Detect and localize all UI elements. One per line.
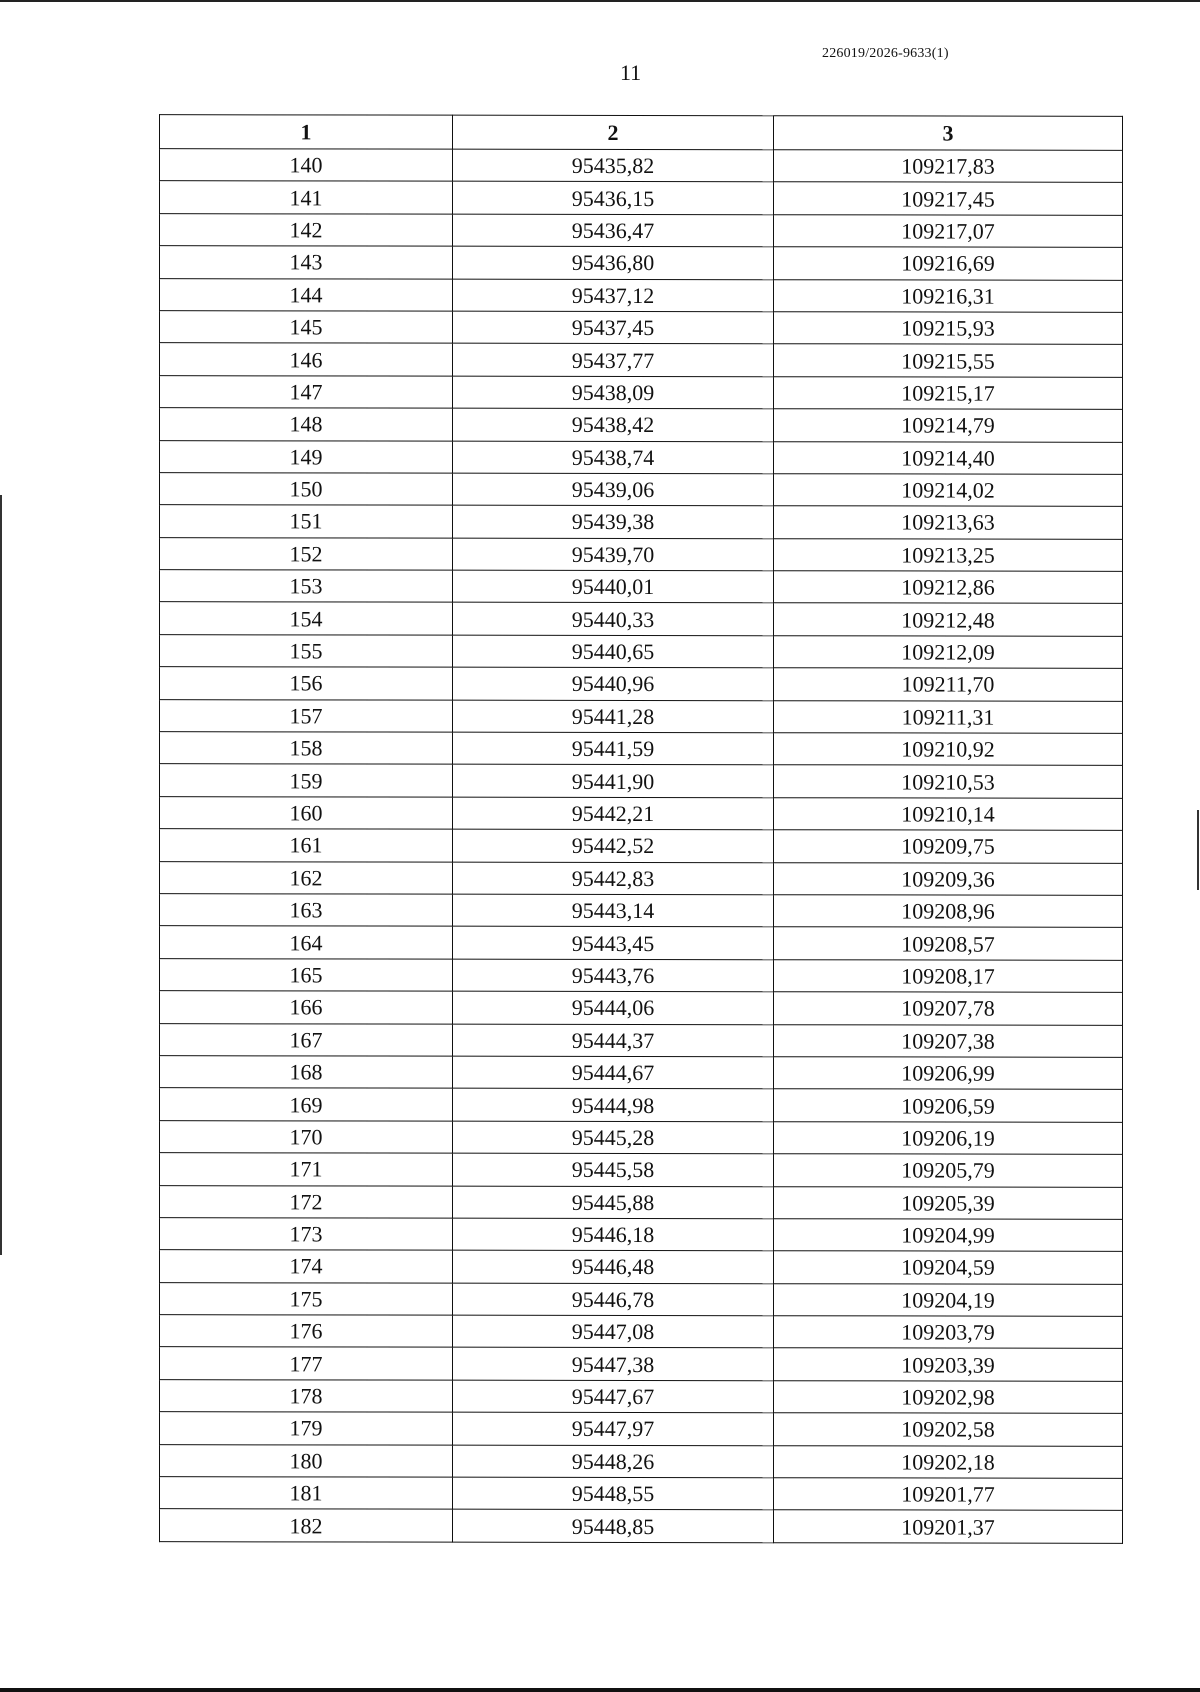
table-cell-col3: 109217,83 xyxy=(774,150,1123,183)
table-cell-col2: 95437,45 xyxy=(453,311,774,344)
table-header-row xyxy=(160,115,1123,151)
table-cell-col1: 156 xyxy=(160,667,453,700)
table-cell-col3: 109216,31 xyxy=(774,279,1123,312)
table-cell-col3: 109207,78 xyxy=(774,992,1123,1025)
table-cell-col2: 95443,76 xyxy=(453,959,774,992)
table-cell-col2: 95441,90 xyxy=(453,765,774,798)
table-row xyxy=(160,1282,1123,1316)
table-cell-col3: 109201,37 xyxy=(774,1510,1123,1543)
table-cell-col1: 167 xyxy=(160,1023,453,1056)
table-cell-col3: 109208,57 xyxy=(774,927,1123,960)
document-number: 226019/2026-9633(1) xyxy=(822,46,949,61)
table-cell-col2: 95447,67 xyxy=(453,1380,774,1413)
table-cell-col2: 95436,47 xyxy=(453,214,774,247)
table-cell-col2: 95437,12 xyxy=(453,279,774,312)
table-cell-col1: 179 xyxy=(160,1412,453,1445)
table-row xyxy=(160,278,1123,312)
table-row xyxy=(160,570,1123,604)
table-cell-col3: 109215,93 xyxy=(774,312,1123,345)
table-cell-col1: 145 xyxy=(160,311,453,344)
table-cell-col1: 171 xyxy=(160,1153,453,1186)
table-cell-col3: 109217,45 xyxy=(774,182,1123,215)
table-cell-col3: 109208,17 xyxy=(774,959,1123,992)
table-cell-col1: 161 xyxy=(160,829,453,862)
table-row xyxy=(160,732,1123,766)
table-row xyxy=(160,375,1123,409)
coordinates-table-container xyxy=(159,114,1122,1543)
table-body xyxy=(160,149,1123,1543)
table-cell-col1: 142 xyxy=(160,213,453,246)
table-cell-col1: 152 xyxy=(160,537,453,570)
table-row xyxy=(160,926,1123,960)
table-cell-col3: 109209,36 xyxy=(774,862,1123,895)
table-cell-col1: 140 xyxy=(160,149,453,182)
table-cell-col3: 109215,55 xyxy=(774,344,1123,377)
table-cell-col2: 95445,88 xyxy=(453,1186,774,1219)
table-cell-col2: 95440,01 xyxy=(453,570,774,603)
table-cell-col2: 95436,15 xyxy=(453,182,774,215)
table-cell-col1: 174 xyxy=(160,1250,453,1283)
table-cell-col3: 109214,02 xyxy=(774,474,1123,507)
table-cell-col1: 178 xyxy=(160,1380,453,1413)
table-row xyxy=(160,829,1123,863)
table-cell-col3: 109202,18 xyxy=(774,1445,1123,1478)
table-cell-col1: 173 xyxy=(160,1218,453,1251)
table-row xyxy=(160,440,1123,474)
table-cell-col1: 168 xyxy=(160,1056,453,1089)
table-cell-col3: 109206,19 xyxy=(774,1121,1123,1154)
table-row xyxy=(160,1250,1123,1284)
table-cell-col2: 95440,65 xyxy=(453,635,774,668)
table-cell-col2: 95444,67 xyxy=(453,1056,774,1089)
table-cell-col1: 166 xyxy=(160,991,453,1024)
table-cell-col1: 143 xyxy=(160,246,453,279)
table-cell-col3: 109205,39 xyxy=(774,1186,1123,1219)
table-cell-col2: 95438,09 xyxy=(453,376,774,409)
table-cell-col1: 147 xyxy=(160,375,453,408)
table-row xyxy=(160,1380,1123,1414)
table-cell-col1: 163 xyxy=(160,894,453,927)
page-number: 11 xyxy=(620,60,642,85)
table-cell-col2: 95440,96 xyxy=(453,667,774,700)
table-cell-col3: 109214,40 xyxy=(774,441,1123,474)
table-row xyxy=(160,1120,1123,1154)
table-row xyxy=(160,1412,1123,1446)
table-cell-col3: 109212,48 xyxy=(774,603,1123,636)
table-cell-col2: 95439,06 xyxy=(453,473,774,506)
table-cell-col1: 181 xyxy=(160,1477,453,1510)
table-cell-col2: 95442,83 xyxy=(453,862,774,895)
table-cell-col3: 109215,17 xyxy=(774,376,1123,409)
coordinates-table xyxy=(159,114,1123,1543)
table-row xyxy=(160,1185,1123,1219)
table-row xyxy=(160,1347,1123,1381)
table-row xyxy=(160,991,1123,1025)
table-row xyxy=(160,343,1123,377)
table-cell-col2: 95447,97 xyxy=(453,1412,774,1445)
table-row xyxy=(160,408,1123,442)
table-row xyxy=(160,958,1123,992)
table-cell-col3: 109203,79 xyxy=(774,1316,1123,1349)
column-header-3: 3 xyxy=(774,116,1123,151)
table-cell-col3: 109212,86 xyxy=(774,571,1123,604)
table-row xyxy=(160,213,1123,247)
table-cell-col1: 164 xyxy=(160,926,453,959)
table-cell-col2: 95444,98 xyxy=(453,1089,774,1122)
table-cell-col3: 109212,09 xyxy=(774,636,1123,669)
table-row xyxy=(160,1509,1123,1543)
table-cell-col1: 159 xyxy=(160,764,453,797)
table-cell-col2: 95448,55 xyxy=(453,1477,774,1510)
table-cell-col2: 95436,80 xyxy=(453,246,774,279)
table-row xyxy=(160,473,1123,507)
table-cell-col1: 157 xyxy=(160,699,453,732)
table-cell-col2: 95446,48 xyxy=(453,1250,774,1283)
table-row xyxy=(160,1153,1123,1187)
table-cell-col2: 95435,82 xyxy=(453,149,774,182)
table-cell-col3: 109206,99 xyxy=(774,1057,1123,1090)
table-cell-col2: 95448,85 xyxy=(453,1510,774,1543)
table-cell-col1: 146 xyxy=(160,343,453,376)
table-row xyxy=(160,667,1123,701)
table-cell-col2: 95445,28 xyxy=(453,1121,774,1154)
table-row xyxy=(160,537,1123,571)
table-row xyxy=(160,149,1123,183)
table-cell-col1: 180 xyxy=(160,1444,453,1477)
table-cell-col2: 95443,14 xyxy=(453,894,774,927)
table-cell-col2: 95438,42 xyxy=(453,408,774,441)
table-cell-col1: 175 xyxy=(160,1282,453,1315)
right-scan-edge xyxy=(1197,810,1199,890)
table-row xyxy=(160,1218,1123,1252)
table-cell-col2: 95443,45 xyxy=(453,927,774,960)
table-cell-col1: 155 xyxy=(160,635,453,668)
table-cell-col3: 109202,98 xyxy=(774,1381,1123,1414)
bottom-scan-border xyxy=(0,1688,1200,1692)
table-cell-col1: 169 xyxy=(160,1088,453,1121)
table-cell-col3: 109213,25 xyxy=(774,538,1123,571)
table-cell-col3: 109214,79 xyxy=(774,409,1123,442)
table-cell-col1: 177 xyxy=(160,1347,453,1380)
table-cell-col1: 141 xyxy=(160,181,453,214)
table-row xyxy=(160,764,1123,798)
table-row xyxy=(160,894,1123,928)
table-cell-col3: 109213,63 xyxy=(774,506,1123,539)
table-row xyxy=(160,181,1123,215)
table-cell-col2: 95440,33 xyxy=(453,603,774,636)
table-cell-col2: 95447,38 xyxy=(453,1348,774,1381)
table-row xyxy=(160,505,1123,539)
table-cell-col1: 151 xyxy=(160,505,453,538)
table-row xyxy=(160,602,1123,636)
table-cell-col2: 95446,78 xyxy=(453,1283,774,1316)
table-cell-col3: 109204,99 xyxy=(774,1219,1123,1252)
table-cell-col3: 109211,70 xyxy=(774,668,1123,701)
table-cell-col2: 95442,21 xyxy=(453,797,774,830)
table-cell-col3: 109204,59 xyxy=(774,1251,1123,1284)
table-cell-col3: 109206,59 xyxy=(774,1089,1123,1122)
column-header-1: 1 xyxy=(160,115,453,150)
table-row xyxy=(160,1056,1123,1090)
table-cell-col1: 150 xyxy=(160,473,453,506)
table-cell-col2: 95439,70 xyxy=(453,538,774,571)
table-cell-col2: 95447,08 xyxy=(453,1315,774,1348)
table-cell-col3: 109211,31 xyxy=(774,700,1123,733)
table-cell-col2: 95444,06 xyxy=(453,991,774,1024)
table-cell-col3: 109216,69 xyxy=(774,247,1123,280)
table-cell-col2: 95444,37 xyxy=(453,1024,774,1057)
table-cell-col3: 109207,38 xyxy=(774,1024,1123,1057)
table-cell-col3: 109204,19 xyxy=(774,1283,1123,1316)
table-row xyxy=(160,1315,1123,1349)
table-cell-col1: 154 xyxy=(160,602,453,635)
table-cell-col3: 109201,77 xyxy=(774,1478,1123,1511)
table-cell-col1: 160 xyxy=(160,796,453,829)
table-row xyxy=(160,861,1123,895)
table-cell-col2: 95445,58 xyxy=(453,1153,774,1186)
table-cell-col1: 176 xyxy=(160,1315,453,1348)
table-cell-col2: 95438,74 xyxy=(453,441,774,474)
left-scan-edge xyxy=(0,495,2,1255)
table-header xyxy=(160,115,1123,151)
table-cell-col3: 109203,39 xyxy=(774,1348,1123,1381)
table-cell-col1: 170 xyxy=(160,1120,453,1153)
table-cell-col3: 109202,58 xyxy=(774,1413,1123,1446)
table-row xyxy=(160,1477,1123,1511)
table-cell-col2: 95446,18 xyxy=(453,1218,774,1251)
table-cell-col3: 109210,92 xyxy=(774,733,1123,766)
table-row xyxy=(160,796,1123,830)
table-row xyxy=(160,311,1123,345)
table-cell-col2: 95442,52 xyxy=(453,829,774,862)
table-row xyxy=(160,1088,1123,1122)
table-row xyxy=(160,699,1123,733)
table-cell-col2: 95437,77 xyxy=(453,344,774,377)
table-cell-col1: 148 xyxy=(160,408,453,441)
table-row xyxy=(160,1023,1123,1057)
table-cell-col1: 144 xyxy=(160,278,453,311)
table-cell-col1: 182 xyxy=(160,1509,453,1542)
table-row xyxy=(160,635,1123,669)
table-cell-col1: 165 xyxy=(160,958,453,991)
top-scan-border xyxy=(0,0,1200,2)
table-cell-col1: 158 xyxy=(160,732,453,765)
table-cell-col3: 109209,75 xyxy=(774,830,1123,863)
table-cell-col1: 153 xyxy=(160,570,453,603)
table-cell-col2: 95448,26 xyxy=(453,1445,774,1478)
table-cell-col2: 95441,59 xyxy=(453,732,774,765)
table-cell-col2: 95441,28 xyxy=(453,700,774,733)
table-cell-col3: 109210,53 xyxy=(774,765,1123,798)
table-cell-col3: 109210,14 xyxy=(774,798,1123,831)
table-row xyxy=(160,1444,1123,1478)
table-cell-col1: 162 xyxy=(160,861,453,894)
table-cell-col1: 172 xyxy=(160,1185,453,1218)
column-header-2: 2 xyxy=(453,115,774,150)
table-cell-col2: 95439,38 xyxy=(453,505,774,538)
table-cell-col3: 109208,96 xyxy=(774,895,1123,928)
table-row xyxy=(160,246,1123,280)
table-cell-col3: 109217,07 xyxy=(774,215,1123,248)
table-cell-col1: 149 xyxy=(160,440,453,473)
table-cell-col3: 109205,79 xyxy=(774,1154,1123,1187)
